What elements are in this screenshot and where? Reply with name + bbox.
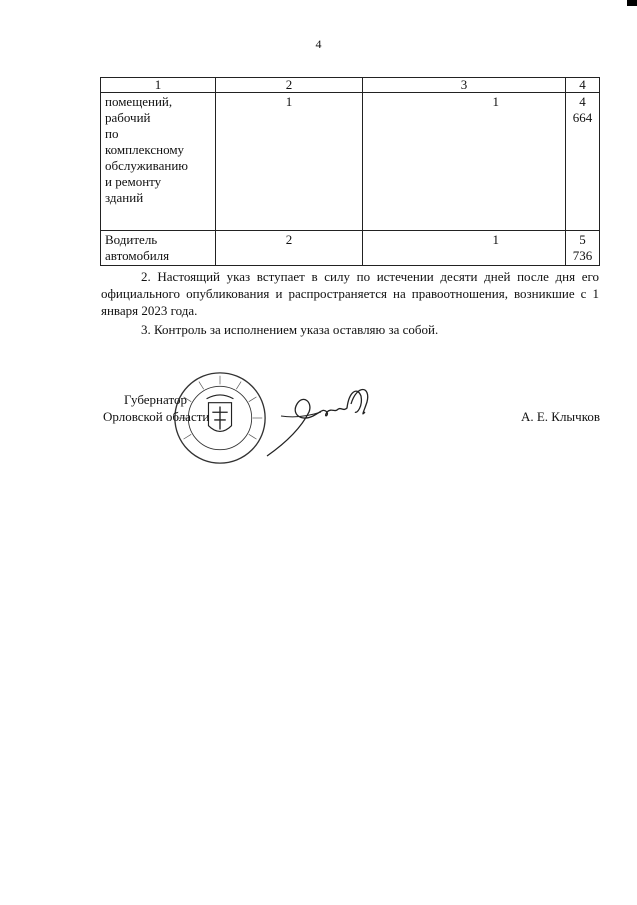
handwritten-signature-icon — [265, 382, 385, 462]
count-cell: 1 — [216, 93, 363, 231]
paragraph-control: 3. Контроль за исполнением указа оставляю за собой. — [141, 322, 439, 337]
governor-name: А. Е. Клычков — [520, 409, 600, 424]
signature-block — [100, 382, 600, 472]
table-row — [101, 93, 600, 231]
table-header-cell: 1 — [101, 78, 216, 93]
table-header-cell: 4 — [566, 78, 600, 93]
salary-cell: 4 664 — [566, 93, 600, 231]
position-cell: Водитель автомобиля — [101, 231, 216, 266]
page-number: 4 — [315, 37, 322, 51]
count-cell: 1 — [363, 231, 566, 266]
salary-cell: 5 736 — [566, 231, 600, 266]
count-cell: 2 — [216, 231, 363, 266]
staff-table — [100, 77, 600, 266]
table-header-cell: 2 — [216, 78, 363, 93]
table-row — [101, 231, 600, 266]
region-title: Орловской области — [103, 409, 210, 424]
table-header-cell: 3 — [363, 78, 566, 93]
table-header-row — [101, 78, 600, 93]
governor-title: Губернатор — [124, 392, 187, 407]
paragraph-effective-date: 2. Настоящий указ вступает в силу по истечении десяти дней после дня его официального опубликования и распространяется на правоотношения, возникшие с 1 января 2023 года. — [101, 269, 599, 318]
scan-corner-mark — [627, 0, 637, 6]
position-cell: помещений, рабочий по комплексному обслуживанию и ремонту зданий — [101, 93, 216, 231]
count-cell: 1 — [363, 93, 566, 231]
